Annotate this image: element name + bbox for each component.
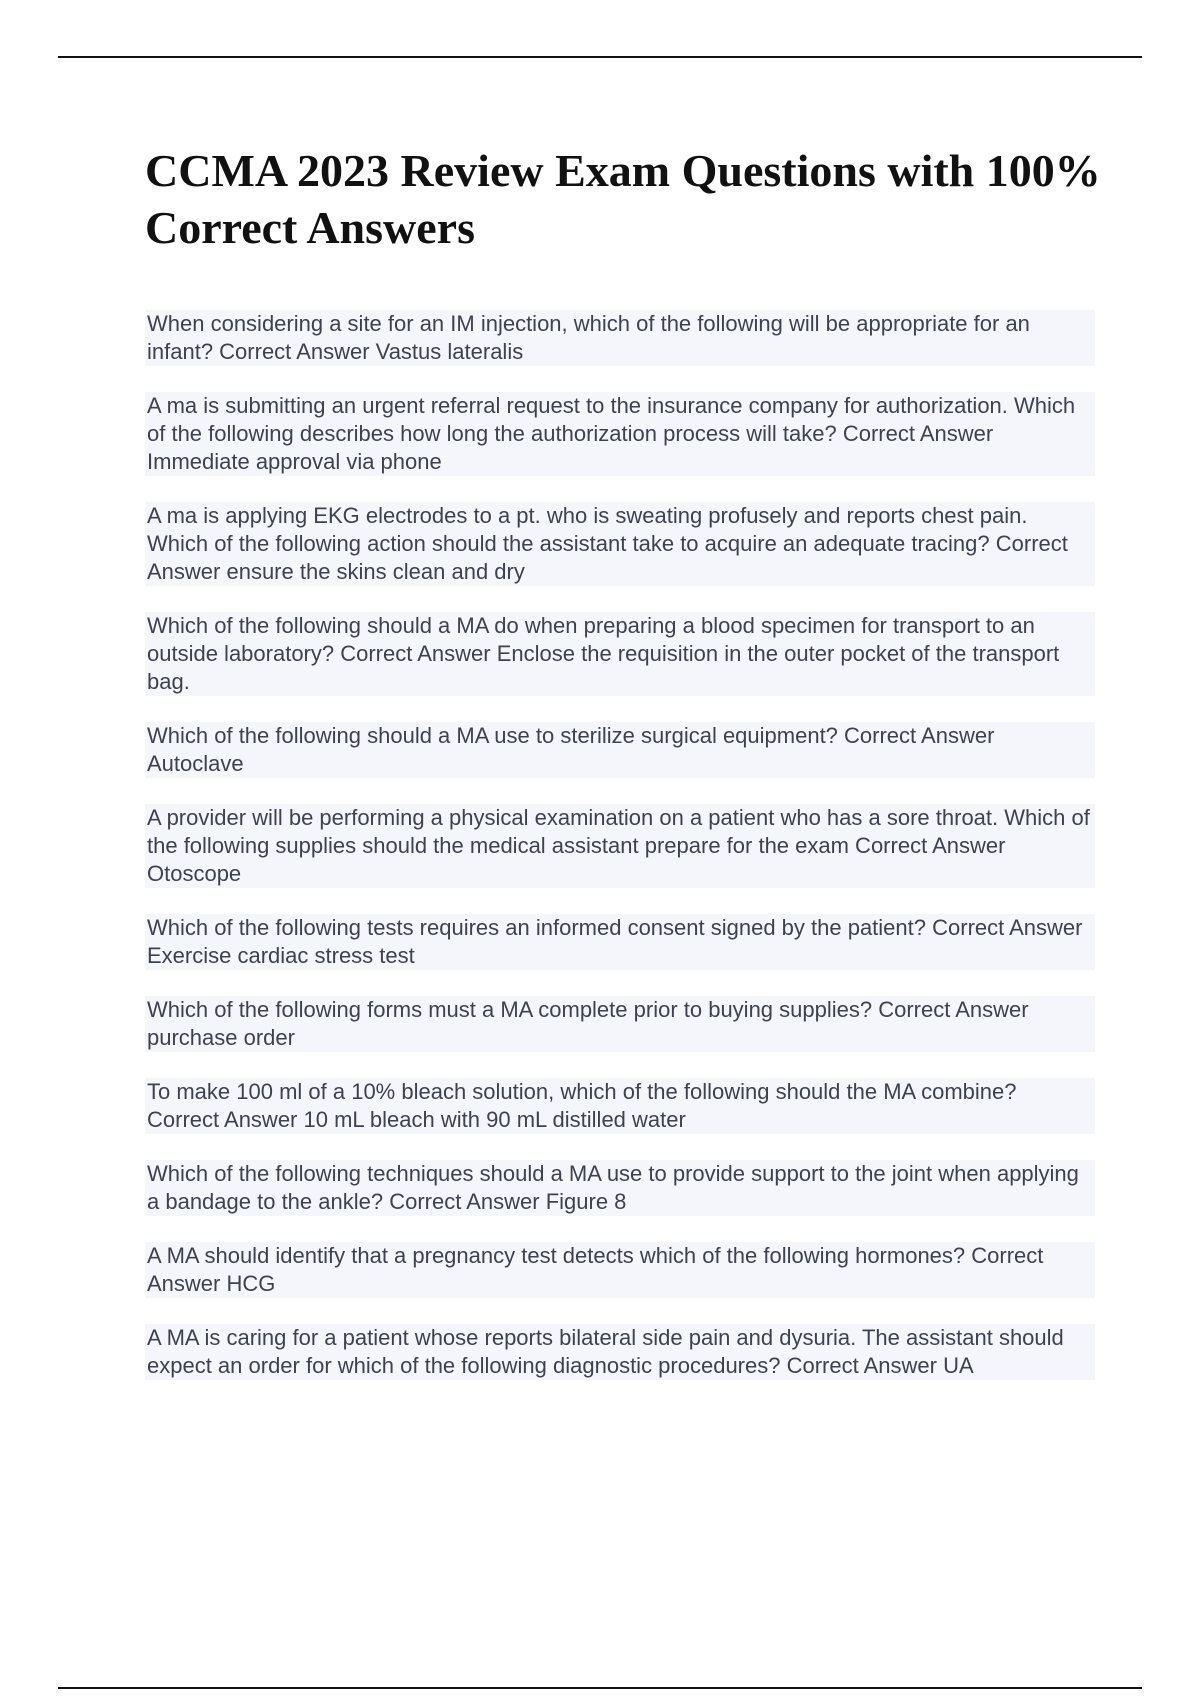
qa-list: [145, 310, 1095, 1406]
qa-item: A ma is applying EKG electrodes to a pt. who is sweating profusely and reports chest pain. Which of the following action should the assistant take to acquire an adequate tracing? Correct Answer ensure the skins clean and dry: [145, 502, 1095, 586]
qa-item: Which of the following tests requires an informed consent signed by the patient? Correct Answer Exercise cardiac stress test: [145, 914, 1095, 970]
qa-item: To make 100 ml of a 10% bleach solution, which of the following should the MA combine? Correct Answer 10 mL bleach with 90 mL distilled water: [145, 1078, 1095, 1134]
top-divider: [58, 56, 1142, 58]
page-title: CCMA 2023 Review Exam Questions with 100% Correct Answers: [145, 145, 1101, 253]
qa-item: When considering a site for an IM injection, which of the following will be appropriate for an infant? Correct Answer Vastus lateralis: [145, 310, 1095, 366]
qa-item: A MA is caring for a patient whose reports bilateral side pain and dysuria. The assistant should expect an order for which of the following diagnostic procedures? Correct Answer UA: [145, 1324, 1095, 1380]
qa-item: A MA should identify that a pregnancy test detects which of the following hormones? Correct Answer HCG: [145, 1242, 1095, 1298]
qa-item: Which of the following should a MA use to sterilize surgical equipment? Correct Answer Autoclave: [145, 722, 1095, 778]
qa-item: Which of the following should a MA do when preparing a blood specimen for transport to an outside laboratory? Correct Answer Enclose the requisition in the outer pocket of the transport bag.: [145, 612, 1095, 696]
qa-item: Which of the following techniques should a MA use to provide support to the joint when applying a bandage to the ankle? Correct Answer Figure 8: [145, 1160, 1095, 1216]
qa-item: Which of the following forms must a MA complete prior to buying supplies? Correct Answer purchase order: [145, 996, 1095, 1052]
qa-item: A ma is submitting an urgent referral request to the insurance company for authorization. Which of the following describes how long the authorization process will take? Correct Answer Immediate approval via phone: [145, 392, 1095, 476]
qa-item: A provider will be performing a physical examination on a patient who has a sore throat. Which of the following supplies should the medical assistant prepare for the exam Correct Answer Otoscope: [145, 804, 1095, 888]
bottom-divider: [58, 1687, 1142, 1689]
